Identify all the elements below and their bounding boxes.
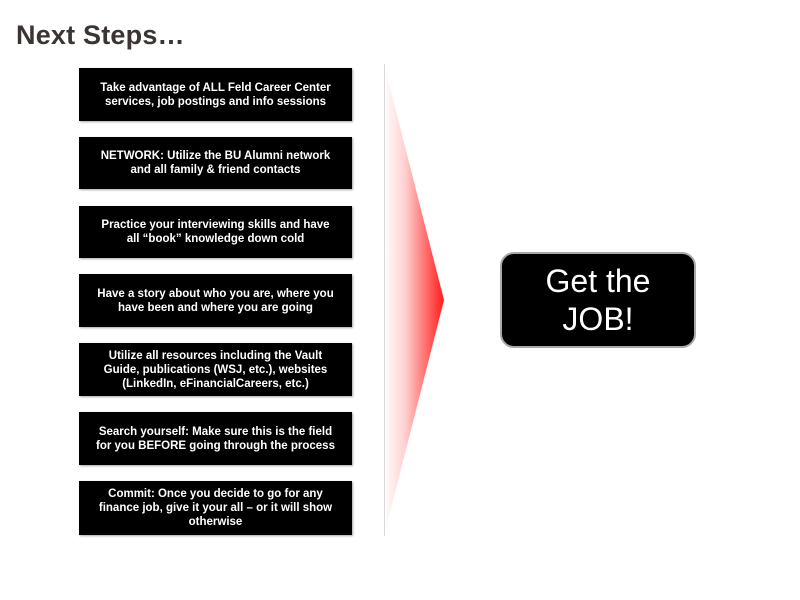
step-box-7: Commit: Once you decide to go for any finance job, give it your all – or it will show otherwise [79,481,352,535]
step-box-3: Practice your interviewing skills and have all “book” knowledge down cold [79,206,352,258]
slide-title: Next Steps… [16,20,185,50]
funnel-arrow-shape [384,64,444,536]
goal-box: Get the JOB! [500,252,696,348]
step-box-6: Search yourself: Make sure this is the field for you BEFORE going through the process [79,412,352,465]
funnel-arrow [384,64,448,538]
step-box-5: Utilize all resources including the Vault Guide, publications (WSJ, etc.), websites (LinkedIn, eFinancialCareers, etc.) [79,343,352,396]
step-box-4: Have a story about who you are, where you have been and where you are going [79,274,352,327]
step-box-1: Take advantage of ALL Feld Career Center services, job postings and info sessions [79,68,352,121]
step-box-2: NETWORK: Utilize the BU Alumni network and all family & friend contacts [79,137,352,189]
